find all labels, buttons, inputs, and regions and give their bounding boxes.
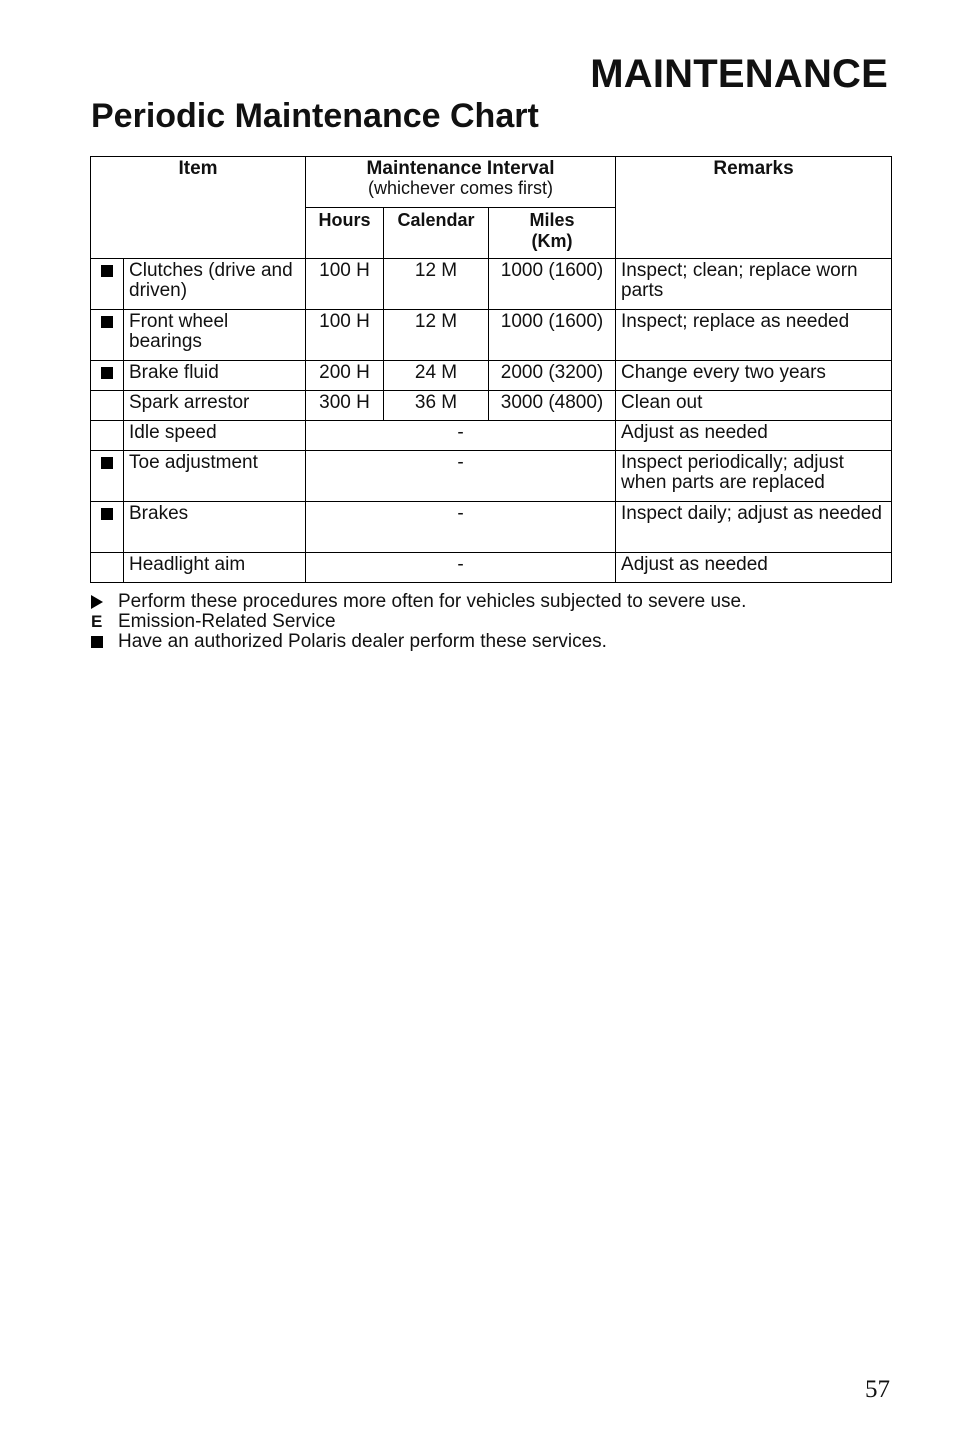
table-row bbox=[91, 553, 892, 583]
remarks-cell: Inspect periodically; adjust when parts are replaced bbox=[616, 451, 892, 502]
dealer-service-marker bbox=[91, 361, 124, 391]
remarks-cell: Adjust as needed bbox=[616, 421, 892, 451]
maintenance-chart-table bbox=[90, 156, 892, 583]
calendar-cell: 12 M bbox=[384, 310, 489, 361]
interval-cell: - bbox=[306, 451, 616, 502]
remarks-cell: Change every two years bbox=[616, 361, 892, 391]
remarks-cell: Adjust as needed bbox=[616, 553, 892, 583]
legend bbox=[91, 592, 746, 652]
interval-header-label: Maintenance Interval bbox=[366, 158, 555, 179]
remarks-header: Remarks bbox=[616, 157, 892, 259]
remarks-cell: Inspect; clean; replace worn parts bbox=[616, 259, 892, 310]
page-number: 57 bbox=[865, 1376, 890, 1403]
item-header: Item bbox=[91, 157, 306, 259]
miles-cell: 3000 (4800) bbox=[489, 391, 616, 421]
black-square-icon bbox=[101, 508, 113, 520]
interval-header bbox=[306, 157, 616, 208]
black-square-icon bbox=[101, 316, 113, 328]
calendar-cell: 24 M bbox=[384, 361, 489, 391]
interval-header-note: (whichever comes first) bbox=[368, 178, 554, 198]
table-row bbox=[91, 391, 892, 421]
triangle-right-icon bbox=[91, 595, 103, 609]
item-cell: Toe adjustment bbox=[124, 451, 306, 502]
hours-cell: 100 H bbox=[306, 259, 384, 310]
table-row bbox=[91, 361, 892, 391]
item-cell: Clutches (drive and driven) bbox=[124, 259, 306, 310]
dealer-service-marker bbox=[91, 310, 124, 361]
interval-cell: - bbox=[306, 553, 616, 583]
legend-item bbox=[91, 612, 746, 632]
item-cell: Spark arrestor bbox=[124, 391, 306, 421]
remarks-cell: Inspect; replace as needed bbox=[616, 310, 892, 361]
hours-cell: 200 H bbox=[306, 361, 384, 391]
page-title: Periodic Maintenance Chart bbox=[91, 97, 539, 135]
calendar-cell: 36 M bbox=[384, 391, 489, 421]
emission-e-symbol: E bbox=[91, 612, 103, 631]
remarks-cell: Clean out bbox=[616, 391, 892, 421]
item-cell: Front wheel bearings bbox=[124, 310, 306, 361]
hours-cell: 300 H bbox=[306, 391, 384, 421]
item-cell: Brake fluid bbox=[124, 361, 306, 391]
hours-header: Hours bbox=[306, 208, 384, 259]
dealer-service-marker-empty bbox=[91, 391, 124, 421]
table-row bbox=[91, 310, 892, 361]
interval-cell: - bbox=[306, 421, 616, 451]
item-cell: Brakes bbox=[124, 502, 306, 553]
black-square-icon bbox=[101, 265, 113, 277]
dealer-service-marker bbox=[91, 259, 124, 310]
remarks-cell: Inspect daily; adjust as needed bbox=[616, 502, 892, 553]
legend-text: Have an authorized Polaris dealer perform these services. bbox=[118, 631, 607, 652]
dealer-service-marker-empty bbox=[91, 553, 124, 583]
miles-cell: 1000 (1600) bbox=[489, 259, 616, 310]
section-heading: MAINTENANCE bbox=[590, 52, 888, 96]
miles-cell: 2000 (3200) bbox=[489, 361, 616, 391]
miles-cell: 1000 (1600) bbox=[489, 310, 616, 361]
table-row bbox=[91, 421, 892, 451]
interval-cell: - bbox=[306, 502, 616, 553]
black-square-icon bbox=[91, 636, 103, 648]
table-row bbox=[91, 502, 892, 553]
black-square-icon bbox=[101, 367, 113, 379]
miles-header: Miles (Km) bbox=[489, 208, 616, 259]
table-row bbox=[91, 259, 892, 310]
item-cell: Headlight aim bbox=[124, 553, 306, 583]
black-square-icon bbox=[101, 457, 113, 469]
legend-item bbox=[91, 592, 746, 612]
legend-text: Perform these procedures more often for vehicles subjected to severe use. bbox=[118, 591, 747, 612]
table-row bbox=[91, 451, 892, 502]
calendar-cell: 12 M bbox=[384, 259, 489, 310]
dealer-service-marker-empty bbox=[91, 421, 124, 451]
dealer-service-marker bbox=[91, 502, 124, 553]
hours-cell: 100 H bbox=[306, 310, 384, 361]
dealer-service-marker bbox=[91, 451, 124, 502]
calendar-header: Calendar bbox=[384, 208, 489, 259]
item-cell: Idle speed bbox=[124, 421, 306, 451]
legend-text: Emission-Related Service bbox=[118, 611, 336, 632]
legend-item bbox=[91, 632, 746, 652]
